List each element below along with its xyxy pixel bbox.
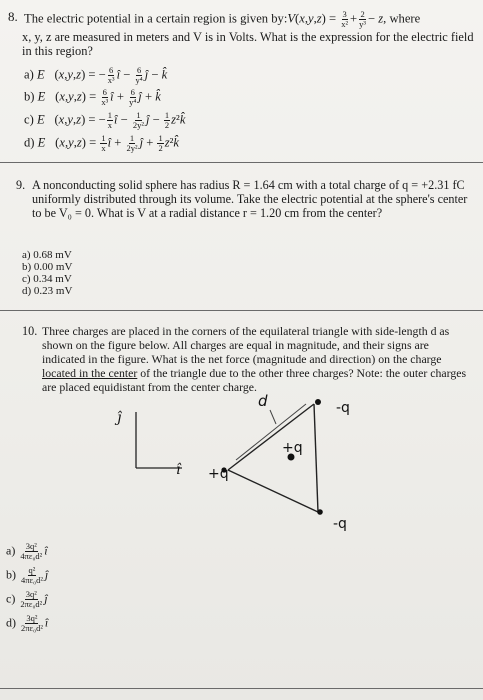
q9-option-d-label: d) — [22, 285, 32, 297]
q9-option-a-text: 0.68 mV — [33, 249, 72, 261]
charge-top-right-dot — [315, 399, 321, 405]
q9-line3: to be V₀ = 0. What is V at a radial distance r = 1.20 cm from the center? — [32, 206, 383, 220]
triangle-side-top — [228, 404, 314, 470]
q10-option-a-den: 4πε₀d² — [20, 551, 43, 561]
q10-line4 — [42, 366, 466, 380]
d-leader-line — [270, 410, 276, 424]
q10-line2: shown on the figure below. All charges are equal in magnitude, and their signs are — [42, 338, 429, 352]
triangle-side-bottom — [228, 470, 318, 512]
q10-option-d-den: 2πε₀d² — [21, 623, 43, 633]
q10-line5: are placed equidistant from the center charge. — [42, 380, 257, 394]
q8-line2: x, y, z are measured in meters and V is in Volts. What is the expression for the electric field — [22, 30, 474, 44]
q10-option-c-num: 3q² — [25, 589, 37, 599]
q9-option-c-label: c) — [22, 273, 31, 285]
q9-number: 9. — [16, 178, 26, 192]
q8-option-a[interactable]: a) E⃗(x,y,z) = − $\frac{6}{\text{x³}}$ î − $\frac{6}{\text{y⁴}}$ ĵ − k̂ — [24, 65, 168, 85]
q10-option-a-num: 3q² — [25, 541, 37, 551]
q8-option-d-label: d) — [24, 135, 35, 150]
charge-left-label: +q — [208, 466, 229, 482]
divider-1 — [0, 162, 483, 163]
q9-option-c-text: 0.34 mV — [33, 273, 72, 285]
q10-option-a[interactable] — [6, 542, 48, 561]
q10-option-d[interactable] — [6, 614, 48, 633]
q9-option-d[interactable] — [22, 284, 72, 298]
q10-line3: indicated in the figure. What is the net force (magnitude and direction) on the charge — [42, 352, 442, 366]
q10-line4-underlined: located in the center — [42, 366, 138, 380]
q10-figure — [0, 390, 483, 540]
charge-center-label: +q — [282, 440, 303, 456]
axis-i-label: î — [176, 462, 181, 478]
q10-option-c-den: 2πε₀d² — [20, 599, 43, 609]
q10-option-c[interactable] — [6, 590, 48, 609]
q10-option-d-num: 3q² — [26, 613, 38, 623]
q8-option-c[interactable]: c) E⃗(x,y,z) = − $\frac{1}{x}$ î − $\frac{1}{\text{2y²}}$ ĵ − $\frac{1}{2}$ z²k̂ — [24, 110, 186, 130]
triangle-side-right — [314, 404, 318, 512]
charge-bottom-right-label: -q — [333, 516, 347, 532]
q10-option-b-den: 4πε₀d² — [21, 575, 43, 585]
q8-line3: in this region? — [22, 44, 93, 58]
q8-line1-end: , where — [383, 11, 421, 26]
q9-option-b-label: b) — [22, 261, 32, 273]
q8-option-c-label: c) — [24, 112, 34, 127]
q10-option-d-unit: î — [44, 615, 49, 630]
q8-line1-text: The electric potential in a certain region is given by: — [24, 11, 288, 26]
q9-option-b-text: 0.00 mV — [33, 261, 73, 273]
q10-option-c-unit: ĵ — [44, 591, 48, 606]
q9-line1: A nonconducting solid sphere has radius R = 1.64 cm with a total charge of q = +2.31 fC — [32, 178, 465, 192]
q10-option-d-label: d) — [6, 615, 16, 630]
divider-2 — [0, 310, 483, 311]
q9-option-d-text: 0.23 mV — [33, 285, 73, 297]
axis-j-label: ĵ — [117, 410, 122, 426]
q10-option-b-label: b) — [6, 567, 16, 582]
q8-option-d[interactable]: d) E⃗(x,y,z) = $\frac{1}{x}$ î + $\frac{1}{\text{2y²}}$ ĵ + $\frac{1}{2}$ z²k̂ — [24, 133, 180, 153]
q9-line2: uniformly distributed through its volume. Take the electric potential at the sphere's center — [32, 192, 468, 206]
charge-top-right-label: -q — [336, 400, 350, 416]
q8-option-b[interactable]: b) E⃗(x,y,z) = $\frac{6}{\text{x³}}$ î + $\frac{6}{\text{y⁴}}$ ĵ + k̂ — [24, 87, 161, 107]
triangle — [222, 402, 322, 508]
q10-option-b[interactable] — [6, 566, 48, 585]
charge-bottom-right-dot — [317, 509, 323, 515]
q8-number: 8. — [8, 9, 18, 24]
q8-line1: The electric potential in a certain region is given by:V(x,y,z) = $\frac{3}{\text{x²}}$ + $\frac{2}{\text{y³}}$ − z, where — [24, 9, 421, 29]
q10-option-b-num: q² — [28, 565, 36, 575]
q10-option-b-unit: ĵ — [44, 567, 49, 582]
q10-option-a-unit: î — [44, 543, 48, 558]
q10-option-c-label: c) — [6, 591, 16, 606]
q10-line1: Three charges are placed in the corners of the equilateral triangle with side-length d as — [42, 324, 450, 338]
q10-number: 10. — [22, 324, 38, 338]
divider-3 — [0, 688, 483, 689]
q10-line4-rest: of the triangle due to the other three charges? Note: the outer charges — [137, 366, 467, 380]
q9-option-a-label: a) — [22, 249, 31, 261]
q8-option-b-label: b) — [24, 89, 35, 104]
q8-option-a-label: a) — [24, 67, 34, 82]
label-d: d — [258, 392, 268, 410]
q10-option-a-label: a) — [6, 543, 16, 558]
